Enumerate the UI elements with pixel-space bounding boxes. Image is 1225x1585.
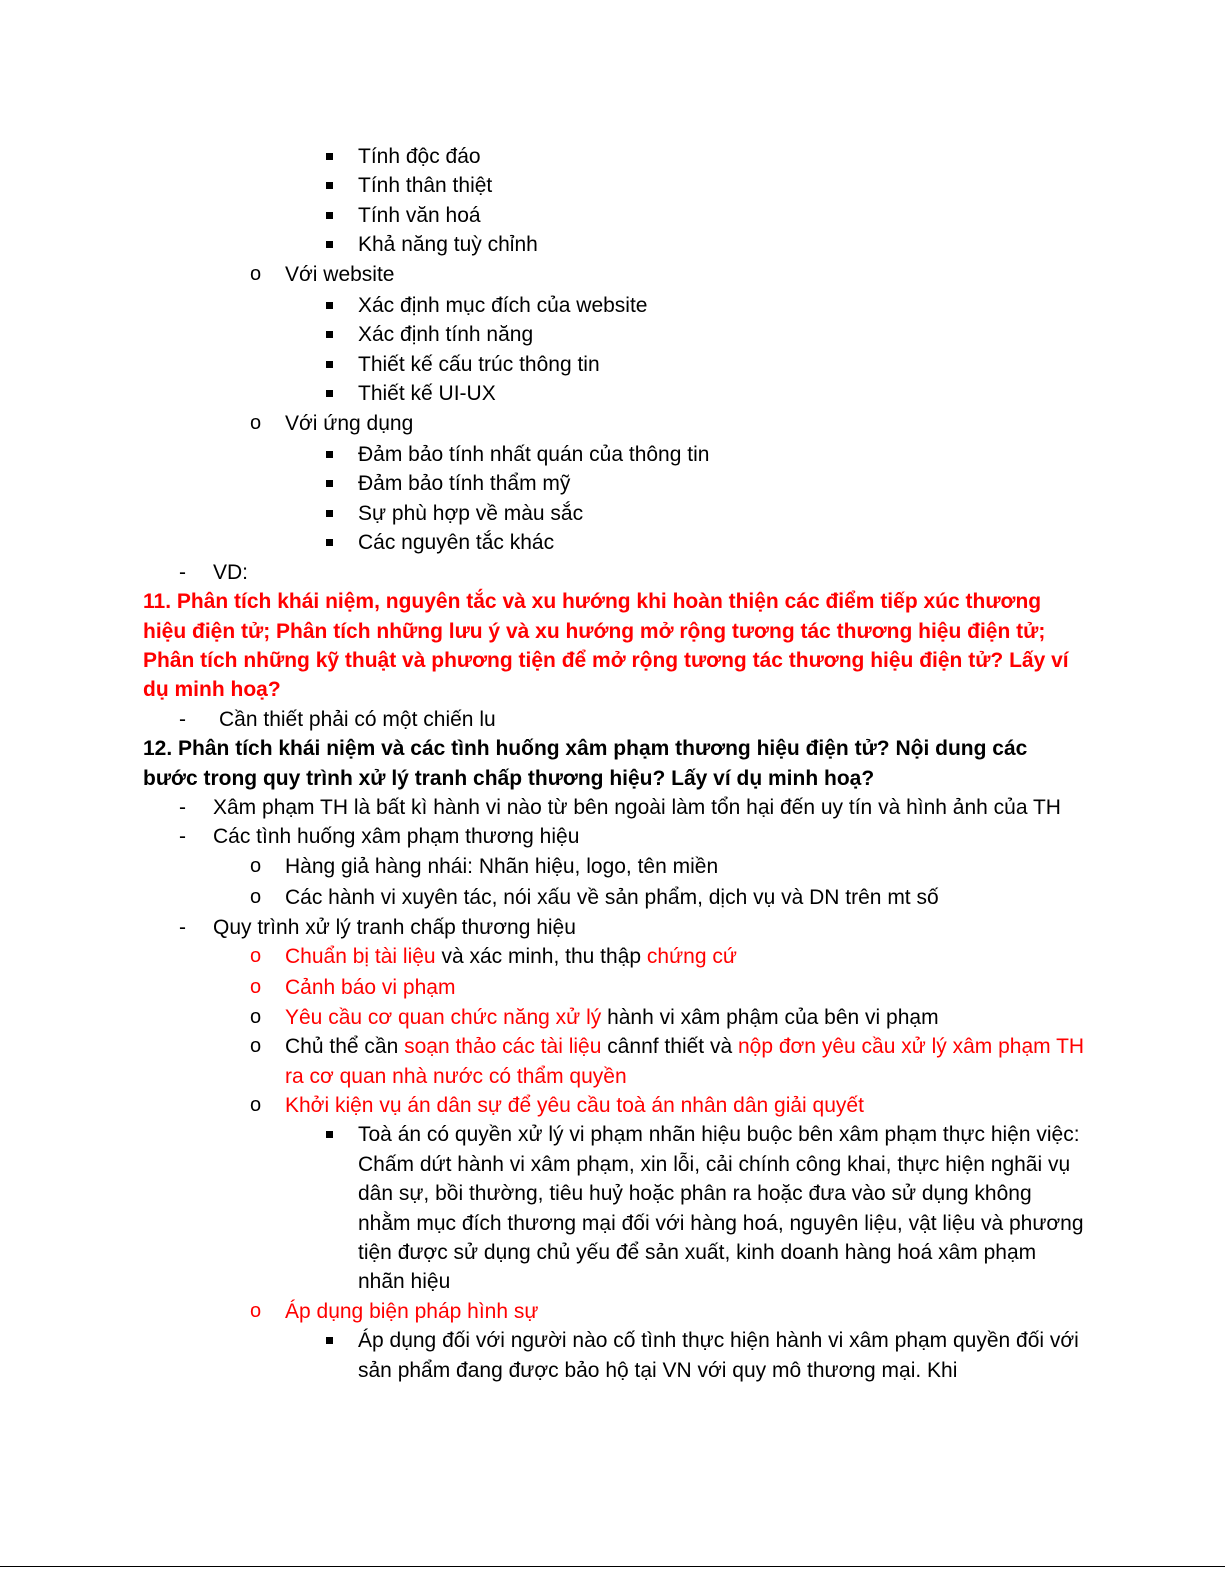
list-item-step-2: o Cảnh báo vi phạm	[143, 973, 1085, 1002]
list-item: Áp dụng đối với người nào cố tình thực hiện hành vi xâm phạm quyền đối với sản phẩm đang được bảo hộ tại VN với quy mô thương mại. Khi	[143, 1326, 1085, 1385]
circle-bullet-icon: o	[250, 854, 262, 877]
list-item: Tính văn hoá	[143, 201, 1085, 230]
square-bullet-icon	[326, 331, 333, 338]
list-item: Sự phù hợp về màu sắc	[143, 499, 1085, 528]
square-bullet-icon	[326, 241, 333, 248]
dash-bullet-icon: -	[179, 560, 186, 584]
list-item: Các nguyên tắc khác	[143, 528, 1085, 557]
list-item-step-4: o Chủ thể cần soạn thảo các tài liệu cânnf thiết và nộp đơn yêu cầu xử lý xâm phạm TH ra cơ quan nhà nước có thẩm quyền	[143, 1032, 1085, 1091]
dash-bullet-icon: -	[179, 915, 186, 939]
square-bullet-icon	[326, 212, 333, 219]
circle-bullet-icon: o	[250, 1005, 262, 1028]
list-item-step-6: o Áp dụng biện pháp hình sự	[143, 1297, 1085, 1326]
list-item-vd: - VD:	[143, 558, 1085, 587]
circle-bullet-icon: o	[250, 886, 262, 909]
list-item: - Các tình huống xâm phạm thương hiệu	[143, 822, 1085, 851]
list-item: Đảm bảo tính thẩm mỹ	[143, 469, 1085, 498]
circle-bullet-icon: o	[250, 1035, 262, 1058]
list-item: Xác định mục đích của website	[143, 291, 1085, 320]
square-bullet-icon	[326, 390, 333, 397]
circle-bullet-icon: o	[250, 262, 262, 285]
circle-bullet-icon: o	[250, 1299, 262, 1322]
list-item: - Xâm phạm TH là bất kì hành vi nào từ bên ngoài làm tổn hại đến uy tín và hình ảnh của TH	[143, 793, 1085, 822]
question-12-heading: 12. Phân tích khái niệm và các tình huống xâm phạm thương hiệu điện tử? Nội dung các bước trong quy trình xử lý tranh chấp thương hiệu? Lấy ví dụ minh hoạ?	[143, 737, 1028, 790]
circle-bullet-icon: o	[250, 976, 262, 999]
list-item: Thiết kế UI-UX	[143, 379, 1085, 408]
page-divider	[0, 1566, 1225, 1567]
list-item-step-5: o Khởi kiện vụ án dân sự để yêu cầu toà án nhân dân giải quyết	[143, 1091, 1085, 1120]
circle-bullet-icon: o	[250, 944, 262, 967]
list-item: Xác định tính năng	[143, 320, 1085, 349]
list-item: o Các hành vi xuyên tác, nói xấu về sản phẩm, dịch vụ và DN trên mt số	[143, 883, 1085, 912]
question-11-heading: 11. Phân tích khái niệm, nguyên tắc và xu hướng khi hoàn thiện các điểm tiếp xúc thương hiệu điện tử; Phân tích những lưu ý và xu hướng mở rộng tương tác thương hiệu điện tử; Phân tích những kỹ thuật và phương tiện để mở rộng tương tác thương hiệu điện tử? Lấy ví dụ minh hoạ?	[143, 590, 1069, 702]
square-bullet-icon	[326, 539, 333, 546]
circle-bullet-icon: o	[250, 411, 262, 434]
list-item: - Cần thiết phải có một chiến lu	[143, 705, 1085, 734]
list-item-app: o Với ứng dụng	[143, 409, 1085, 438]
list-item: Thiết kế cấu trúc thông tin	[143, 350, 1085, 379]
square-bullet-icon	[326, 361, 333, 368]
list-item-step-3: o Yêu cầu cơ quan chức năng xử lý hành vi xâm phậm của bên vi phạm	[143, 1003, 1085, 1032]
square-bullet-icon	[326, 1337, 333, 1344]
dash-bullet-icon: -	[179, 795, 186, 819]
list-item: Đảm bảo tính nhất quán của thông tin	[143, 440, 1085, 469]
list-item: Tính độc đáo	[143, 142, 1085, 171]
list-item: o Hàng giả hàng nhái: Nhãn hiệu, logo, tên miền	[143, 852, 1085, 881]
square-bullet-icon	[326, 480, 333, 487]
list-item-website: o Với website	[143, 260, 1085, 289]
square-bullet-icon	[326, 302, 333, 309]
square-bullet-icon	[326, 451, 333, 458]
circle-bullet-icon: o	[250, 1094, 262, 1116]
square-bullet-icon	[326, 182, 333, 189]
dash-bullet-icon: -	[179, 825, 186, 849]
list-item: Khả năng tuỳ chỉnh	[143, 230, 1085, 259]
dash-bullet-icon: -	[179, 707, 186, 731]
square-bullet-icon	[326, 1131, 333, 1138]
list-item: - Quy trình xử lý tranh chấp thương hiệu	[143, 913, 1085, 942]
list-item: Toà án có quyền xử lý vi phạm nhãn hiệu buộc bên xâm phạm thực hiện việc: Chấm dứt hành vi xâm phạm, xin lỗi, cải chính công khai, thực hiện nghãi vụ dân sự, bồi thường, tiêu huỷ hoặc phân ra hoặc đưa vào sử dụng không nhằm mục đích thương mại đối với hàng hoá, nguyên liệu, vật liệu và phương tiện được sử dụng chủ yếu để sản xuất, kinh doanh hàng hoá xâm phạm nhãn hiệu	[143, 1120, 1085, 1296]
square-bullet-icon	[326, 510, 333, 517]
square-bullet-icon	[326, 153, 333, 160]
list-item-step-1: o Chuẩn bị tài liệu và xác minh, thu thập chứng cứ	[143, 942, 1085, 971]
list-item: Tính thân thiệt	[143, 171, 1085, 200]
